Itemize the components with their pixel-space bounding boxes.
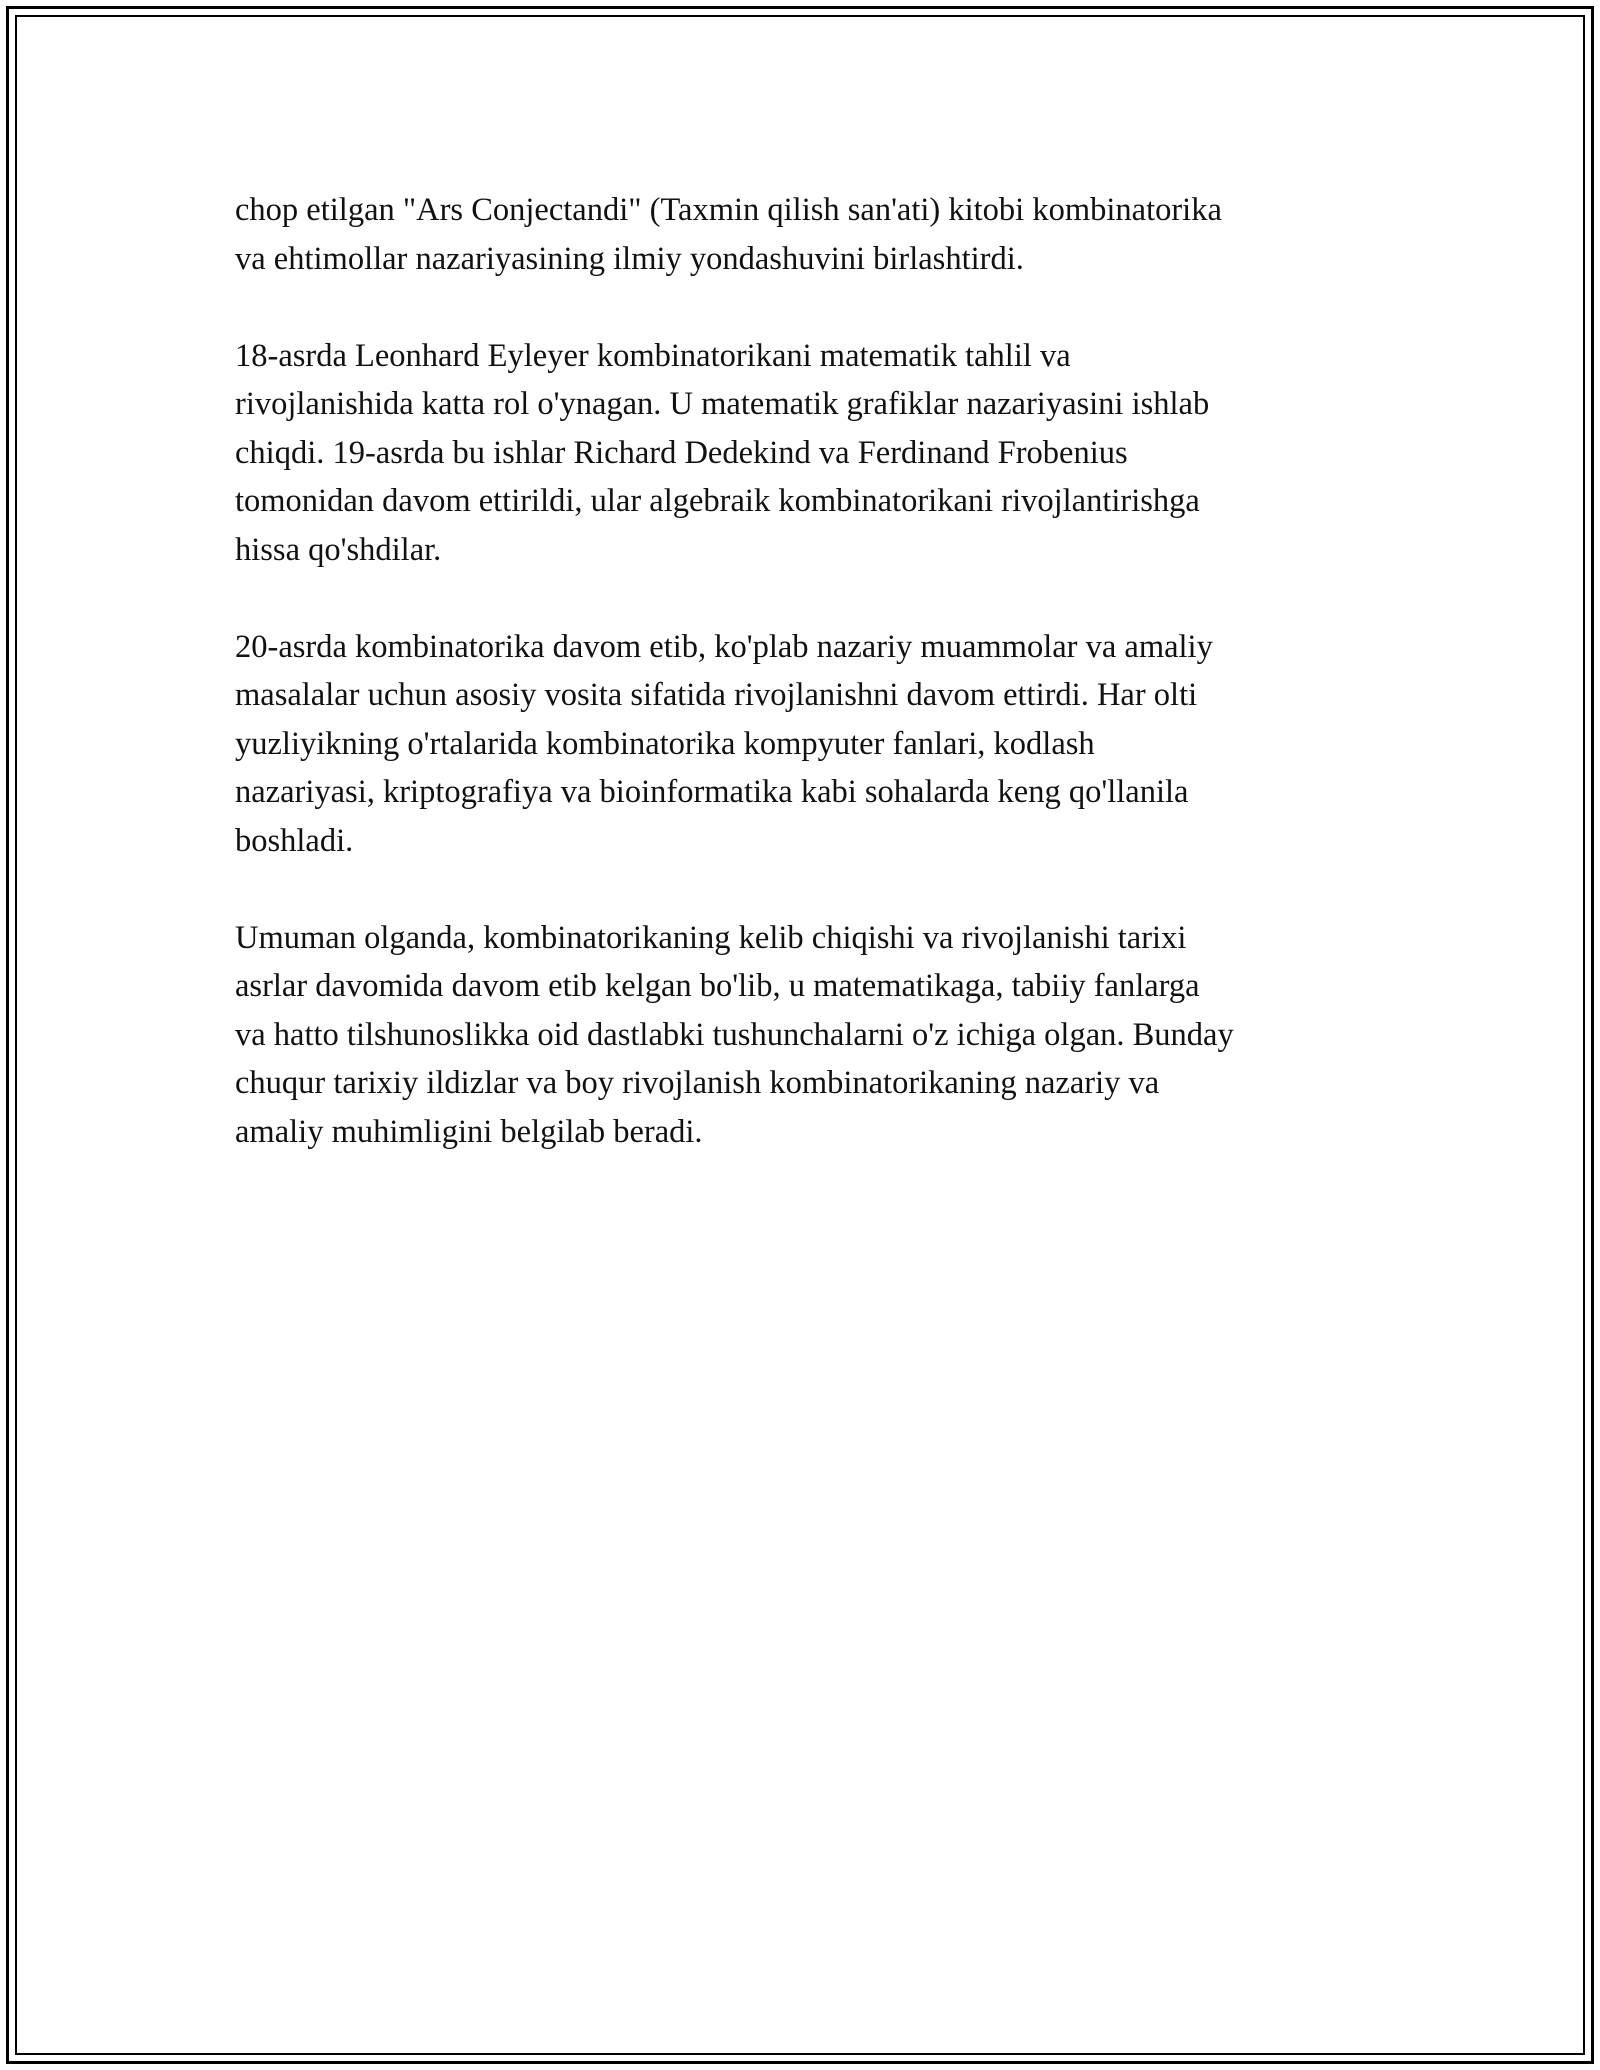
text-line: chiqdi. 19-asrda bu ishlar Richard Dedekind va Ferdinand Frobenius <box>235 434 1128 471</box>
text-line: masalalar uchun asosiy vosita sifatida rivojlanishni davom ettirdi. Har olti <box>235 677 1198 713</box>
document-body <box>235 186 1375 1205</box>
text-line: chuqur tarixiy ildizlar va boy rivojlanish kombinatorikaning nazariy va <box>235 1065 1160 1101</box>
text-line: 18-asrda Leonhard Eyleyer kombinatorikani matematik tahlil va <box>235 337 1071 374</box>
paragraph-20th-century <box>235 623 1375 866</box>
text-line: hissa qo'shdilar. <box>235 531 442 568</box>
text-line: va hatto tilshunoslikka oid dastlabki tushunchalarni o'z ichiga olgan. Bunday <box>235 1016 1234 1053</box>
paragraph-18th-century <box>235 332 1375 575</box>
paragraph-ars-conjectandi <box>235 186 1375 283</box>
text-line: Umuman olganda, kombinatorikaning kelib chiqishi va rivojlanishi tarixi <box>235 919 1187 956</box>
text-line: chop etilgan "Ars Conjectandi" (Taxmin qilish san'ati) kitobi kombinatorika <box>235 192 1222 228</box>
text-line: boshladi. <box>235 822 354 859</box>
text-line: rivojlanishida katta rol o'ynagan. U matematik grafiklar nazariyasini ishlab <box>235 386 1210 422</box>
text-line: 20-asrda kombinatorika davom etib, ko'plab nazariy muammolar va amaliy <box>235 628 1213 665</box>
text-line: amaliy muhimligini belgilab beradi. <box>235 1113 703 1150</box>
text-line: tomonidan davom ettirildi, ular algebraik kombinatorikani rivojlantirishga <box>235 483 1200 519</box>
text-line: nazariyasi, kriptografiya va bioinformatika kabi sohalarda keng qo'llanila <box>235 774 1189 810</box>
text-line: asrlar davomida davom etib kelgan bo'lib, u matematikaga, tabiiy fanlarga <box>235 968 1200 1004</box>
text-line: va ehtimollar nazariyasining ilmiy yondashuvini birlashtirdi. <box>235 240 1024 277</box>
text-line: yuzliyikning o'rtalarida kombinatorika kompyuter fanlari, kodlash <box>235 725 1095 762</box>
paragraph-conclusion <box>235 914 1375 1157</box>
